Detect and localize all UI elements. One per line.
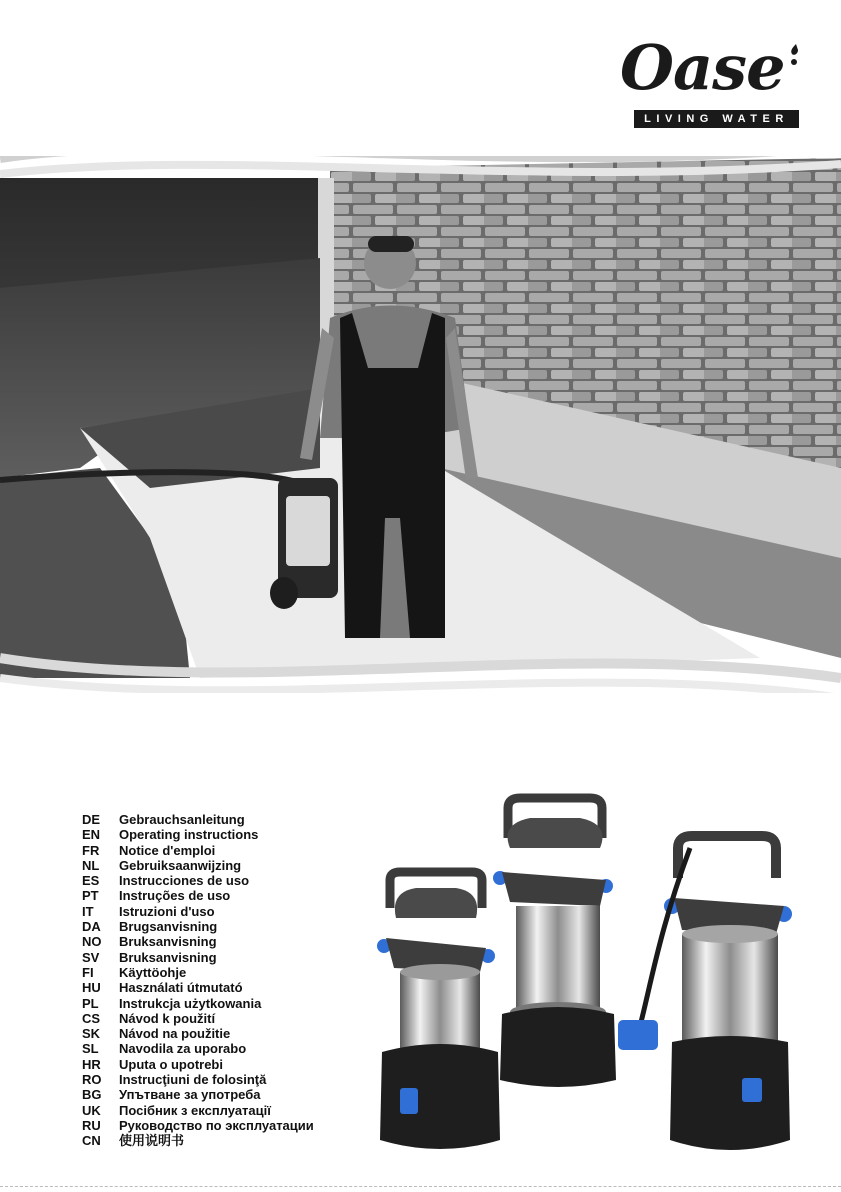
language-code: EN — [82, 827, 101, 843]
language-code: NL — [82, 857, 100, 873]
list-item — [82, 1011, 382, 1026]
language-label: Uputa o upotrebi — [119, 1056, 223, 1072]
list-item — [82, 858, 382, 873]
language-label: Gebrauchsanleitung — [119, 812, 245, 827]
language-code: BG — [82, 1087, 102, 1103]
language-label: Instrucciones de uso — [119, 873, 250, 889]
language-label: Руководство по эксплуатации — [119, 1117, 314, 1133]
language-code: PT — [82, 888, 99, 904]
list-item — [82, 950, 382, 965]
language-code: DA — [82, 919, 101, 935]
language-code: UK — [82, 1102, 101, 1118]
list-item — [82, 1072, 382, 1087]
language-code: SL — [82, 1041, 99, 1057]
cover-photo — [0, 138, 841, 708]
language-code: RO — [82, 1072, 102, 1088]
language-label: Notice d'emploi — [119, 842, 216, 858]
list-item — [82, 965, 382, 980]
language-label: Návod k použití — [119, 1010, 216, 1026]
language-code: PL — [82, 995, 99, 1011]
list-item — [82, 919, 382, 934]
brand-logo — [618, 31, 803, 130]
page-edge-rule — [0, 1186, 841, 1188]
product-photo — [360, 788, 820, 1168]
language-code: FI — [82, 964, 94, 980]
pump-large — [618, 836, 792, 1150]
language-code: ES — [82, 873, 100, 889]
language-code: FR — [82, 842, 100, 858]
list-item — [82, 996, 382, 1011]
language-list — [82, 812, 382, 1149]
list-item — [82, 827, 382, 842]
language-label: Návod na použitie — [119, 1026, 231, 1042]
language-label: Istruzioni d'uso — [119, 903, 215, 919]
language-code: CS — [82, 1010, 101, 1026]
language-code: HR — [82, 1056, 101, 1072]
language-label: Упътване за употреба — [119, 1087, 261, 1103]
language-code: NO — [82, 934, 102, 950]
pump-medium — [493, 798, 616, 1087]
language-code: RU — [82, 1117, 101, 1133]
list-item — [82, 812, 382, 827]
list-item — [82, 873, 382, 888]
float-switch-icon — [618, 1020, 658, 1050]
language-label: 使用说明书 — [119, 1133, 185, 1149]
language-label: Instruções de uso — [119, 888, 231, 904]
language-code: HU — [82, 980, 101, 996]
language-code: IT — [82, 903, 94, 919]
list-item — [82, 1041, 382, 1056]
list-item — [82, 1133, 382, 1148]
language-label: Bruksanvisning — [119, 934, 217, 950]
language-code: SK — [82, 1026, 101, 1042]
language-code: SV — [82, 949, 100, 965]
language-label: Käyttöohje — [119, 964, 187, 980]
language-label: Brugsanvisning — [119, 919, 218, 935]
list-item — [82, 1026, 382, 1041]
list-item — [82, 980, 382, 995]
pump-small — [377, 872, 500, 1149]
language-label: Navodila za uporabo — [119, 1041, 247, 1057]
brand-tagline: LIVING WATER — [634, 110, 799, 128]
language-label: Instrucţiuni de folosinţă — [119, 1072, 267, 1088]
list-item — [82, 1057, 382, 1072]
language-code: DE — [82, 812, 101, 827]
list-item — [82, 1118, 382, 1133]
language-label: Bruksanvisning — [119, 949, 217, 965]
language-label: Посібник з експлуатації — [119, 1102, 271, 1118]
list-item — [82, 843, 382, 858]
list-item — [82, 904, 382, 919]
list-item — [82, 1087, 382, 1102]
language-label: Operating instructions — [119, 827, 259, 843]
water-drop-icon — [786, 42, 802, 68]
language-label: Használati útmutató — [119, 980, 243, 996]
list-item — [82, 888, 382, 903]
list-item — [82, 1103, 382, 1118]
language-label: Gebruiksaanwijzing — [119, 857, 242, 873]
list-item — [82, 934, 382, 949]
language-code: CN — [82, 1133, 101, 1149]
language-label: Instrukcja użytkowania — [119, 995, 262, 1011]
brand-name: Oase — [620, 31, 785, 104]
